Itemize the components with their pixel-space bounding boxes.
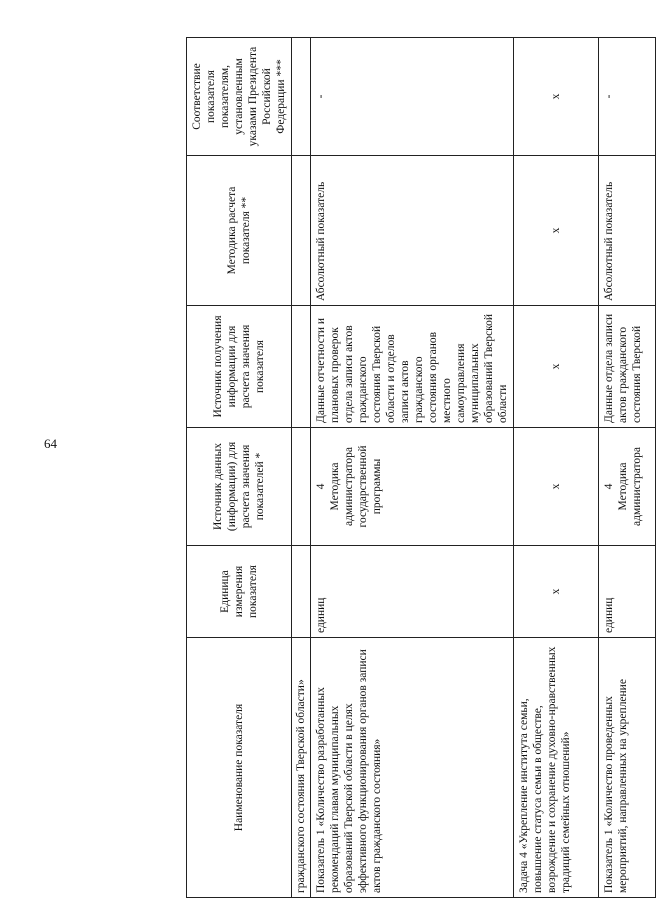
cell-data-source: х [514,428,599,546]
header-compliance: Соответствие показателя показателям, установленным указами Президента Российской Федерации *** [187,38,292,156]
cell-info-source: Данные отдела записи актов гражданского состояния Тверской [599,306,656,428]
header-data-source: Источник данных (информации) для расчета значения показателей * [187,428,292,546]
cell-compliance: - [599,38,656,156]
indicators-table [186,37,656,898]
cell-data-source [292,428,311,546]
cell-name: Показатель 1 «Количество разработанных рекомендаций главам муниципальных образований Тверской области в целях эффективного функционирования органов записи актов гражданского состояния» [311,638,514,898]
cell-name: Задача 4 «Укрепление института семьи, повышение статуса семьи в обществе, возрождение и сохранение духовно-нравственных традиций семейных отношений» [514,638,599,898]
cell-name: гражданского состояния Тверской области» [292,638,311,898]
cell-method: х [514,156,599,306]
table-row [599,38,656,898]
header-unit: Единица измерения показателя [187,546,292,638]
cell-name: Показатель 1 «Количество проведенных мероприятий, направленных на укрепление [599,638,656,898]
cell-data-source: 4 Методика администратора государственной программы [311,428,514,546]
cell-compliance [292,38,311,156]
cell-method: Абсолютный показатель [311,156,514,306]
cell-unit: единиц [311,546,514,638]
header-row [187,38,292,898]
table-row [292,38,311,898]
cell-info-source [292,306,311,428]
cell-unit: единиц [599,546,656,638]
cell-data-source: 4 Методика администратора [599,428,656,546]
cell-unit [292,546,311,638]
header-info-source: Источник получения информации для расчета значения показателя [187,306,292,428]
cell-info-source: Данные отчетности и плановых проверок отдела записи актов гражданского состояния Тверской области и отделов записи актов гражданского состояния органов местного самоуправления муниципальных образований Тверской области [311,306,514,428]
cell-unit: х [514,546,599,638]
page-number: 64 [44,436,57,451]
table-row [514,38,599,898]
cell-method [292,156,311,306]
cell-method: Абсолютный показатель [599,156,656,306]
header-method: Методика расчета показателя ** [187,156,292,306]
table-row [311,38,514,898]
cell-compliance: - [311,38,514,156]
rotated-table-container [186,38,643,898]
header-name: Наименование показателя [187,638,292,898]
cell-info-source: х [514,306,599,428]
cell-compliance: х [514,38,599,156]
